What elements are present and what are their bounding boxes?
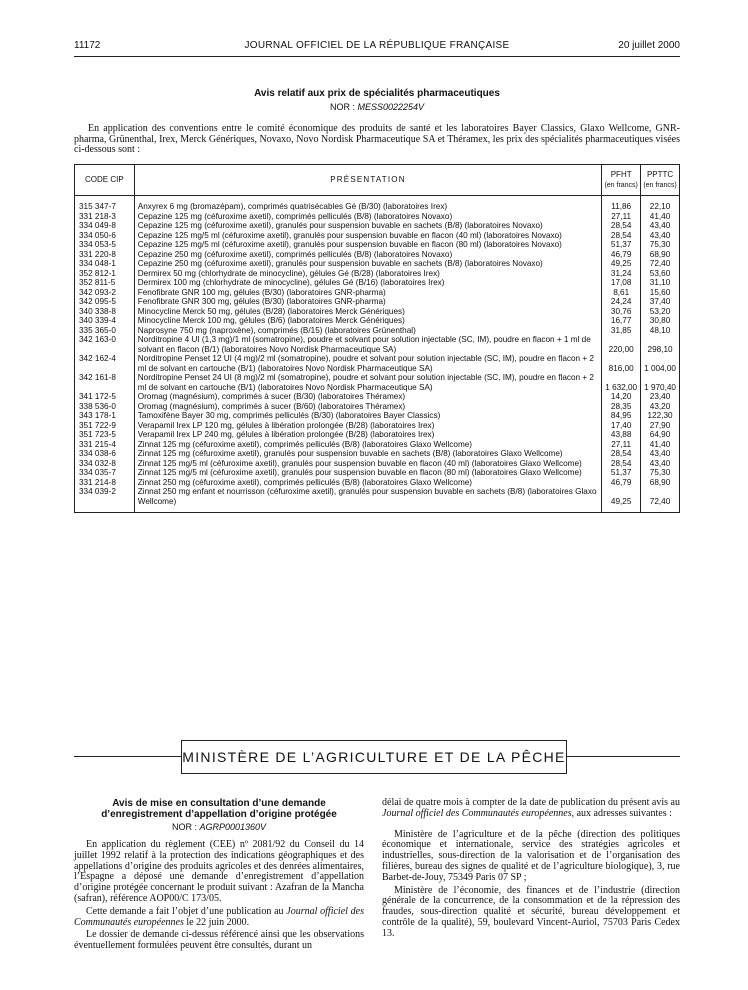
table-row	[75, 411, 680, 421]
presentation-cell: Oromag (magnésium), comprimés à sucer (B/30) (laboratoires Théramex)	[134, 392, 601, 402]
ministere-heading: MINISTÈRE DE L’AGRICULTURE ET DE LA PÊCHE	[181, 740, 567, 774]
ppttc-cell: 48,10	[641, 326, 680, 336]
ppttc-cell: 15,60	[641, 288, 680, 298]
aop-nor-label: NOR :	[171, 822, 197, 832]
presentation-cell: Tamoxifène Bayer 30 mg, comprimés pelliculés (B/30) (laboratoires Bayer Classics)	[134, 411, 601, 421]
cip-code: 315 347-7	[75, 196, 135, 212]
pfht-cell: 220,00	[602, 335, 641, 354]
table-row	[75, 468, 680, 478]
header-ppttc-label: PPTTC	[646, 170, 674, 179]
pfht-cell: 31,24	[602, 269, 641, 279]
nor-code: MESS0022254V	[357, 102, 425, 112]
cip-code: 334 039-2	[75, 487, 135, 513]
presentation-cell: Dermirex 50 mg (chlorhydrate de minocycline), gélules Gé (B/28) (laboratoires Irex)	[134, 269, 601, 279]
table-row	[75, 354, 680, 373]
cip-code: 334 032-8	[75, 459, 135, 469]
ppttc-cell: 72,40	[641, 487, 680, 513]
presentation-cell: Verapamil Irex LP 120 mg, gélules à libération prolongée (B/28) (laboratoires Irex)	[134, 421, 601, 431]
pfht-cell: 27,11	[602, 212, 641, 222]
cip-code: 331 214-8	[75, 478, 135, 488]
ppttc-cell: 122,30	[641, 411, 680, 421]
pfht-cell: 28,54	[602, 449, 641, 459]
ministere-rule-right	[567, 756, 680, 757]
cip-code: 334 053-5	[75, 240, 135, 250]
avis-prix-nor	[74, 102, 680, 112]
ppttc-cell: 1 004,00	[641, 354, 680, 373]
ppttc-cell: 43,40	[641, 449, 680, 459]
table-row	[75, 240, 680, 250]
ppttc-cell: 41,40	[641, 440, 680, 450]
cip-code: 342 161-8	[75, 373, 135, 392]
cip-code: 352 812-1	[75, 269, 135, 279]
pfht-cell: 28,54	[602, 231, 641, 241]
cip-code: 343 178-1	[75, 411, 135, 421]
table-row	[75, 449, 680, 459]
ppttc-cell: 41,40	[641, 212, 680, 222]
pfht-cell: 17,40	[602, 421, 641, 431]
table-row	[75, 459, 680, 469]
ppttc-cell: 64,90	[641, 430, 680, 440]
pfht-cell: 24,24	[602, 297, 641, 307]
aop-paragraph-1: En application du règlement (CEE) nº 2081/92 du Conseil du 14 juillet 1992 relatif à la protection des indications géographiques et des appellations d’origine des produits agricoles et des denrées alimentaires, l’Espagne a déposé une demande d’enregistrement d’appellation d’origine protégée concernant le produit suivant : Azafran de la Mancha (safran), référence AOP00/C 173/05.	[74, 839, 364, 904]
aop-r1-post: , aux adresses suivantes :	[571, 807, 672, 819]
table-row	[75, 269, 680, 279]
table-header-row	[75, 165, 680, 196]
cip-code: 351 722-9	[75, 421, 135, 431]
table-row	[75, 421, 680, 431]
aop-right-column	[382, 798, 680, 942]
pfht-cell: 28,35	[602, 402, 641, 412]
pfht-cell: 17,08	[602, 278, 641, 288]
aop-p2-post: le 22 juin 2000.	[183, 916, 250, 928]
pfht-cell: 27,11	[602, 440, 641, 450]
pfht-cell: 84,95	[602, 411, 641, 421]
presentation-cell: Minocycline Merck 100 mg, gélules (B/6) (laboratoires Merck Génériques)	[134, 316, 601, 326]
table-row	[75, 307, 680, 317]
pfht-cell: 46,79	[602, 478, 641, 488]
cip-code: 334 035-7	[75, 468, 135, 478]
avis-prix-intro: En application des conventions entre le comité économique des produits de santé et les laboratoires Bayer Classics, Glaxo Wellcome, GNR-pharma, Grünenthal, Irex, Merck Génériques, Novaxo, Novo Nordisk Pharmaceutique SA et Théramex, les prix des spécialités pharmaceutiques visées ci-dessous sont :	[74, 123, 680, 155]
pfht-cell: 16,77	[602, 316, 641, 326]
presentation-cell: Zinnat 125 mg/5 ml (céfuroxime axetil), granulés pour suspension buvable en flacon (40 ml) (laboratoires Glaxo Wellcome)	[134, 459, 601, 469]
presentation-cell: Dermirex 100 mg (chlorhydrate de minocycline), gélules Gé (B/16) (laboratoires Irex)	[134, 278, 601, 288]
pfht-cell: 31,85	[602, 326, 641, 336]
presentation-cell: Cepazine 125 mg (céfuroxime axetil), comprimés pelliculés (B/8) (laboratoires Novaxo)	[134, 212, 601, 222]
presentation-cell: Zinnat 125 mg/5 ml (céfuroxime axetil), granulés pour suspension buvable en flacon (80 ml) (laboratoires Glaxo Wellcome)	[134, 468, 601, 478]
cip-code: 331 218-3	[75, 212, 135, 222]
cip-code: 340 339-4	[75, 316, 135, 326]
pfht-cell: 1 632,00	[602, 373, 641, 392]
header-rule	[74, 56, 680, 57]
presentation-cell: Cepazine 125 mg/5 ml (céfuroxime axetil), granulés pour suspension buvable en flacon (80 ml) (laboratoires Novaxo)	[134, 240, 601, 250]
journal-title: JOURNAL OFFICIEL DE LA RÉPUBLIQUE FRANÇAISE	[244, 40, 510, 51]
presentation-cell: Fenofibrate GNR 100 mg, gélules (B/30) (laboratoires GNR-pharma)	[134, 288, 601, 298]
cip-code: 334 049-8	[75, 221, 135, 231]
cip-code: 351 723-5	[75, 430, 135, 440]
header-presentation	[134, 165, 601, 196]
table-row	[75, 297, 680, 307]
table-row	[75, 373, 680, 392]
presentation-cell: Cepazine 125 mg (céfuroxime axetil), granulés pour suspension buvable en sachets (B/8) (laboratoires Novaxo)	[134, 221, 601, 231]
pfht-cell: 46,79	[602, 250, 641, 260]
table-row	[75, 316, 680, 326]
header-ppttc-unit: (en francs)	[643, 181, 677, 189]
cip-code: 331 215-4	[75, 440, 135, 450]
table-row	[75, 392, 680, 402]
table-row	[75, 278, 680, 288]
ppttc-cell: 53,20	[641, 307, 680, 317]
ppttc-cell: 22,10	[641, 196, 680, 212]
ppttc-cell: 1 970,40	[641, 373, 680, 392]
nor-label: NOR :	[329, 102, 355, 112]
aop-right-paragraph-1	[382, 798, 680, 820]
cip-code: 342 093-2	[75, 288, 135, 298]
ppttc-cell: 43,40	[641, 231, 680, 241]
cip-code: 342 095-5	[75, 297, 135, 307]
pfht-cell: 11,86	[602, 196, 641, 212]
ppttc-cell: 68,90	[641, 250, 680, 260]
header-pfht	[602, 165, 641, 196]
cip-code: 334 048-1	[75, 259, 135, 269]
presentation-cell: Cepazine 250 mg (céfuroxime axetil), comprimés pelliculés (B/8) (laboratoires Novaxo)	[134, 250, 601, 260]
aop-paragraph-2	[74, 907, 364, 929]
cip-code: 331 220-8	[75, 250, 135, 260]
table-row	[75, 288, 680, 298]
pfht-cell: 43,88	[602, 430, 641, 440]
ppttc-cell: 298,10	[641, 335, 680, 354]
cip-code: 352 811-5	[75, 278, 135, 288]
table-row	[75, 440, 680, 450]
cip-code: 340 338-8	[75, 307, 135, 317]
ppttc-cell: 68,90	[641, 478, 680, 488]
table-row	[75, 196, 680, 212]
ppttc-cell: 43,40	[641, 459, 680, 469]
table-row	[75, 335, 680, 354]
presentation-cell: Zinnat 125 mg (céfuroxime axetil), granulés pour suspension buvable en sachets (B/8) (laboratoires Glaxo Wellcome)	[134, 449, 601, 459]
ppttc-cell: 72,40	[641, 259, 680, 269]
header-presentation-label: PRÉSENTATION	[330, 175, 406, 185]
table-row	[75, 221, 680, 231]
table-row	[75, 478, 680, 488]
ppttc-cell: 43,20	[641, 402, 680, 412]
page-number: 11172	[74, 40, 101, 51]
ppttc-cell: 43,40	[641, 221, 680, 231]
cip-code: 338 536-0	[75, 402, 135, 412]
header-code: CODE CIP	[75, 165, 135, 196]
ppttc-cell: 31,10	[641, 278, 680, 288]
table-row	[75, 402, 680, 412]
table-row	[75, 487, 680, 513]
ppttc-cell: 23,40	[641, 392, 680, 402]
pfht-cell: 51,37	[602, 468, 641, 478]
presentation-cell: Verapamil Irex LP 240 mg, gélules à libération prolongée (B/28) (laboratoires Irex)	[134, 430, 601, 440]
pfht-cell: 28,54	[602, 221, 641, 231]
presentation-cell: Minocycline Merck 50 mg, gélules (B/28) (laboratoires Merck Génériques)	[134, 307, 601, 317]
cip-code: 341 172-5	[75, 392, 135, 402]
table-row	[75, 250, 680, 260]
issue-date: 20 juillet 2000	[618, 40, 680, 51]
aop-nor-code: AGRP0001360V	[199, 822, 267, 832]
pfht-cell: 816,00	[602, 354, 641, 373]
presentation-cell: Cepazine 250 mg (céfuroxime axetil), granulés pour suspension buvable en sachets (B/8) (laboratoires Novaxo)	[134, 259, 601, 269]
table-row	[75, 259, 680, 269]
pfht-cell: 49,25	[602, 487, 641, 513]
ppttc-cell: 75,30	[641, 468, 680, 478]
ppttc-cell: 37,40	[641, 297, 680, 307]
pfht-cell: 14,20	[602, 392, 641, 402]
ppttc-cell: 27,90	[641, 421, 680, 431]
cip-code: 335 365-0	[75, 326, 135, 336]
header-ppttc	[641, 165, 680, 196]
cip-code: 342 162-4	[75, 354, 135, 373]
aop-r1-journal: Journal officiel des Communautés européennes	[382, 807, 572, 819]
ppttc-cell: 30,80	[641, 316, 680, 326]
presentation-cell: Norditropine 4 UI (1,3 mg)/1 ml (somatropine), poudre et solvant pour solution injectable (SC, IM), poudre en flacon + 1 ml de solvant en flacon (B/1) (laboratoires Novo Nordisk Pharmaceutique SA)	[134, 335, 601, 354]
presentation-cell: Zinnat 125 mg (céfuroxime axetil), comprimés pelliculés (B/8) (laboratoires Glaxo Wellcome)	[134, 440, 601, 450]
ministere-rule-left	[74, 756, 181, 757]
cip-code: 342 163-0	[75, 335, 135, 354]
presentation-cell: Fenofibrate GNR 300 mg, gélules (B/30) (laboratoires GNR-pharma)	[134, 297, 601, 307]
presentation-cell: Cepazine 125 mg/5 ml (céfuroxime axetil), granulés pour suspension buvable en flacon (40 ml) (laboratoires Novaxo)	[134, 231, 601, 241]
presentation-cell: Zinnat 250 mg (céfuroxime axetil), comprimés pelliculés (B/8) (laboratoires Glaxo Wellcome)	[134, 478, 601, 488]
presentation-cell: Anxyrex 6 mg (bromazépam), comprimés quatrisécables Gé (B/30) (laboratoires Irex)	[134, 196, 601, 212]
table-row	[75, 231, 680, 241]
cip-code: 334 050-6	[75, 231, 135, 241]
table-row	[75, 430, 680, 440]
table-body	[75, 196, 680, 513]
presentation-cell: Naprosyne 750 mg (naproxène), comprimés (B/15) (laboratoires Grünenthal)	[134, 326, 601, 336]
pfht-cell: 30,76	[602, 307, 641, 317]
aop-paragraph-3: Le dossier de demande ci-dessus référencé ainsi que les observations éventuellement formulées peuvent être consultés, durant un	[74, 929, 364, 952]
aop-left-column	[74, 798, 364, 954]
page-header	[74, 40, 680, 54]
table-row	[75, 212, 680, 222]
ppttc-cell: 75,30	[641, 240, 680, 250]
aop-p2-journal: Journal officiel des Communautés européennes	[74, 905, 364, 928]
cip-code: 334 038-6	[75, 449, 135, 459]
aop-p2-pre: Cette demande a fait l’objet d’une publication au	[86, 905, 287, 917]
aop-address-ministere-agriculture: Ministère de l’agriculture et de la pêche (direction des politiques économique et internationale, service des stratégies agricoles et industrielles, sous-direction de la valorisation et de l’organisation des filières, bureau des signes de qualité et de l’agriculture biologique), 3, rue Barbet-de-Jouy, 75349 Paris 07 SP ;	[382, 828, 680, 883]
presentation-cell: Norditropine Penset 24 UI (8 mg)/2 ml (somatropine), poudre et solvant pour solution injectable (SC, IM), poudre en flacon + 2 ml de solvant en cartouche (B/1) (laboratoires Novo Nordisk Pharmaceutique SA)	[134, 373, 601, 392]
pfht-cell: 8,61	[602, 288, 641, 298]
aop-r1-pre: délai de quatre mois à compter de la date de publication du présent avis au	[382, 797, 680, 808]
aop-title: Avis de mise en consultation d’une demande d’enregistrement d’appellation d’origine protégée	[101, 798, 337, 820]
table-row	[75, 326, 680, 336]
pfht-cell: 49,25	[602, 259, 641, 269]
aop-nor	[74, 822, 364, 832]
presentation-cell: Oromag (magnésium), comprimés à sucer (B/60) (laboratoires Théramex)	[134, 402, 601, 412]
ppttc-cell: 53,60	[641, 269, 680, 279]
pfht-cell: 28,54	[602, 459, 641, 469]
presentation-cell: Zinnat 250 mg enfant et nourrisson (céfuroxime axetil), granulés pour suspension buvable en sachets (B/8) (laboratoires Glaxo Wellcome)	[134, 487, 601, 513]
presentation-cell: Norditropine Penset 12 UI (4 mg)/2 ml (somatropine), poudre et solvant pour solution injectable (SC, IM), poudre en flacon + 2 ml de solvant en cartouche (B/1) (laboratoires Novo Nordisk Pharmaceutique SA)	[134, 354, 601, 373]
header-pfht-label: PFHT	[610, 170, 632, 179]
aop-address-ministere-economie: Ministère de l’économie, des finances et de l’industrie (direction générale de la concurrence, de la consommation et de la répression des fraudes, sous-direction qualité et sécurité, bureau développement et contrôle de la qualité), 59, boulevard Vincent-Auriol, 75703 Paris Cedex 13.	[382, 884, 680, 939]
pfht-cell: 51,37	[602, 240, 641, 250]
price-table	[74, 164, 680, 513]
header-pfht-unit: (en francs)	[604, 181, 638, 189]
avis-prix-title: Avis relatif aux prix de spécialités pharmaceutiques	[254, 88, 500, 99]
